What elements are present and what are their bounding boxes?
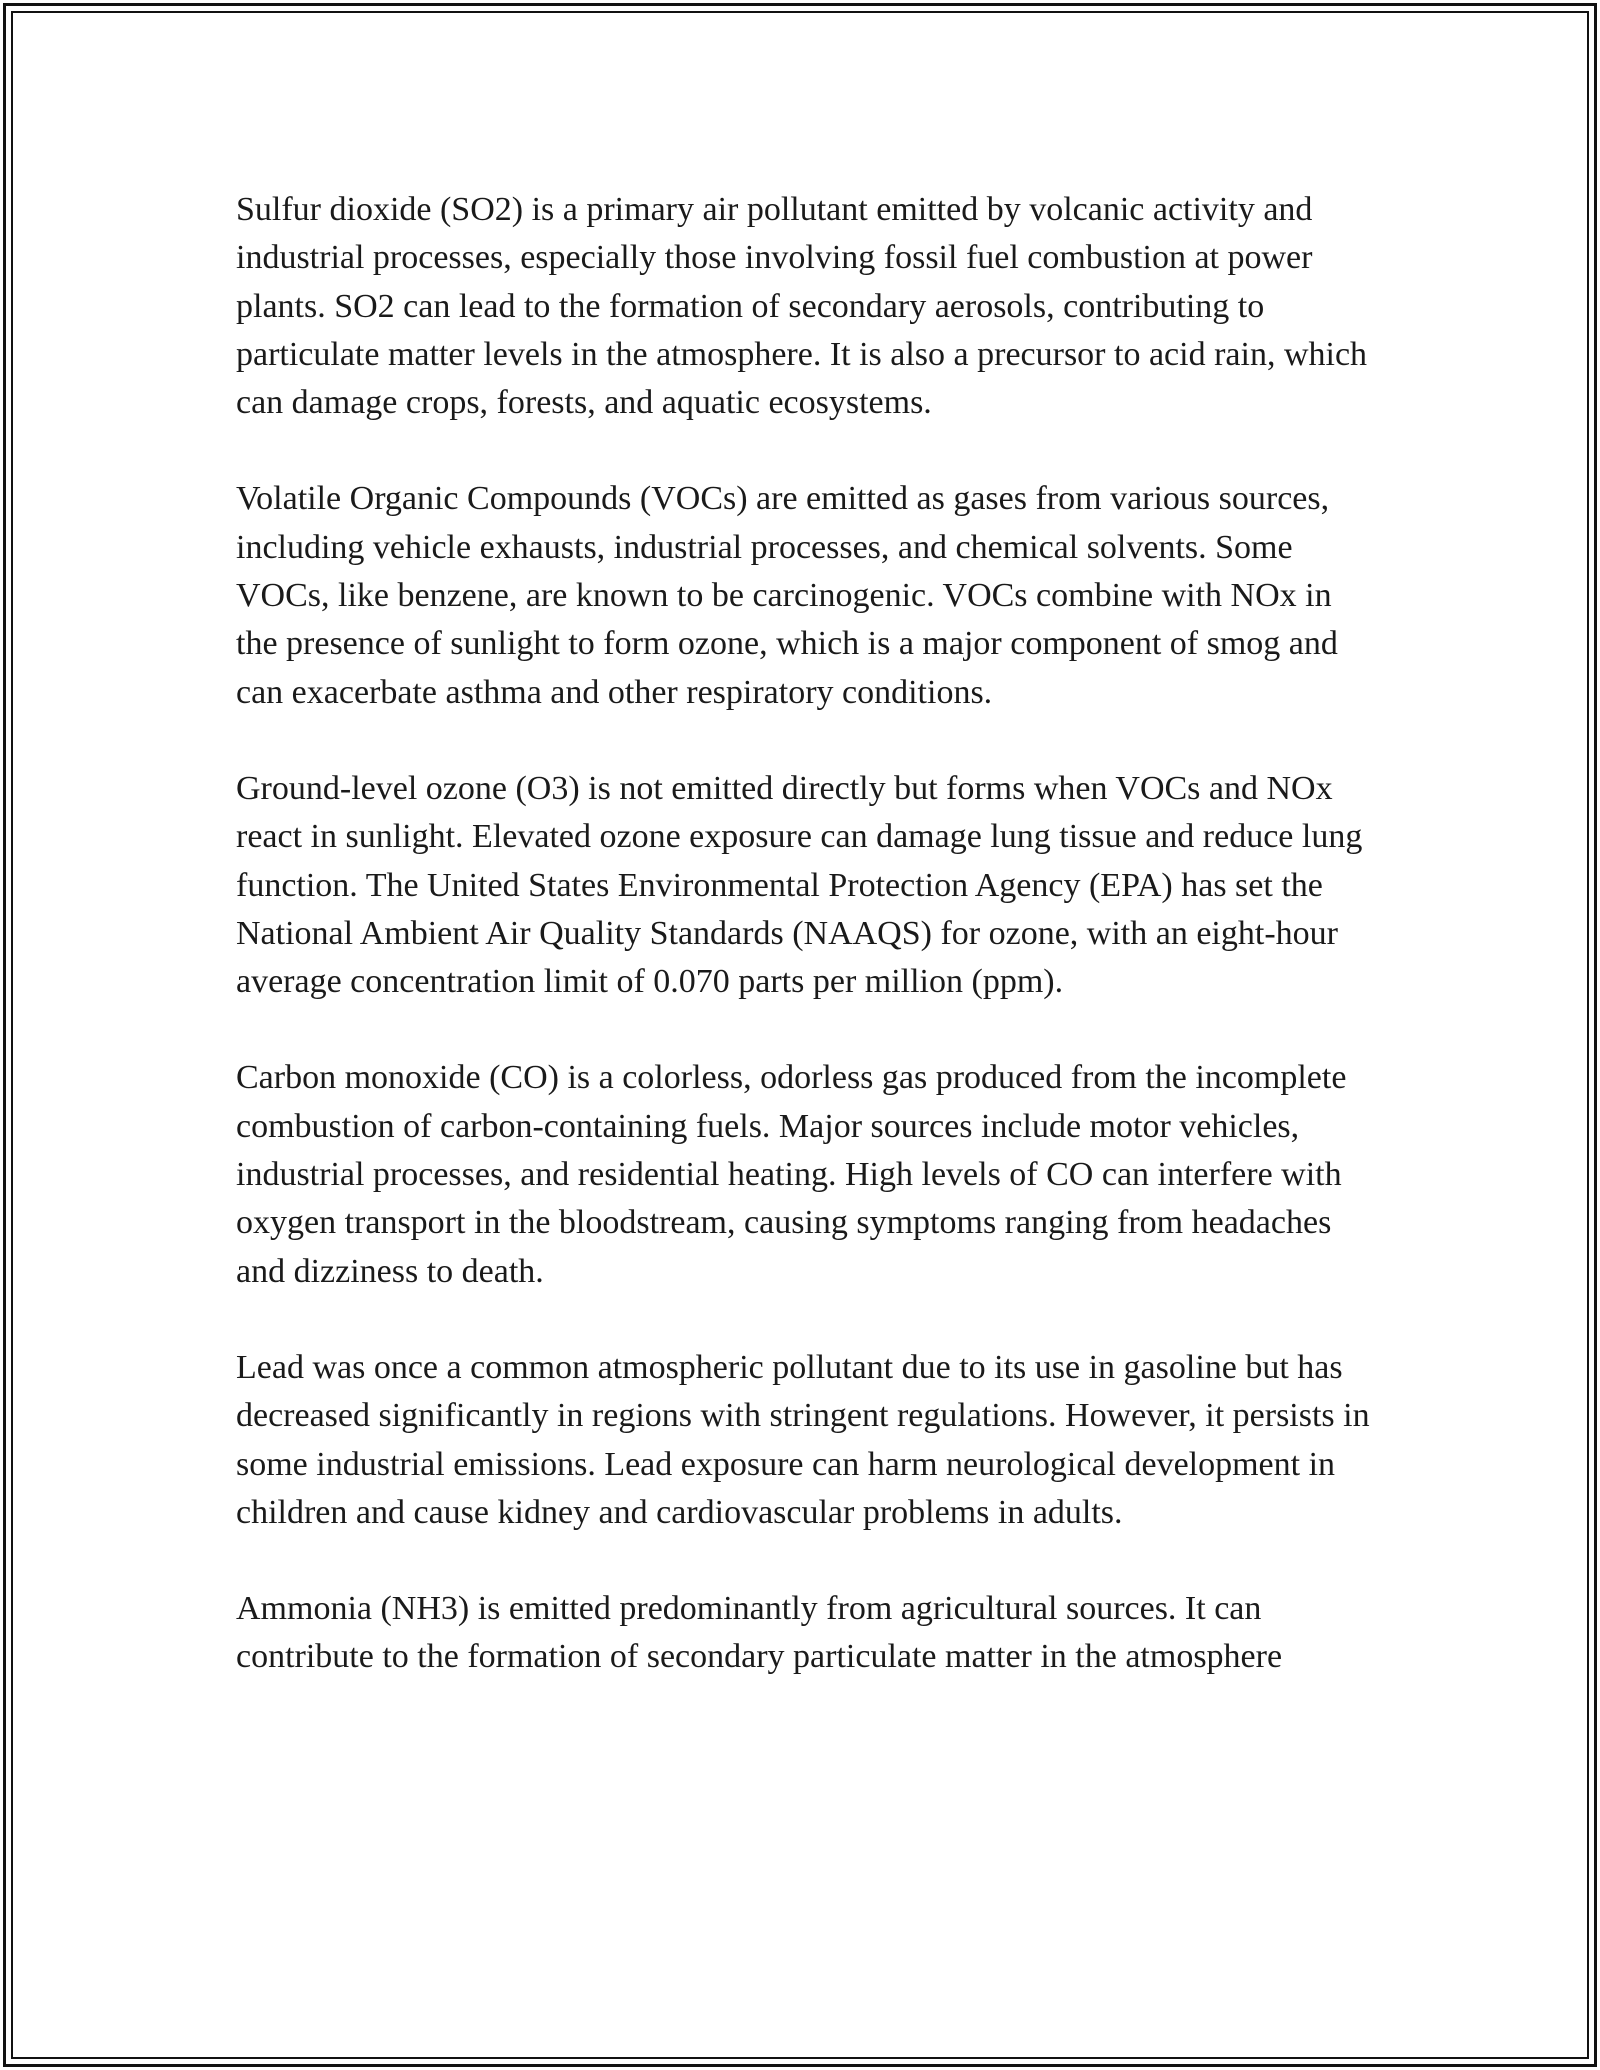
paragraph-ozone: Ground-level ozone (O3) is not emitted directly but forms when VOCs and NOx react in sunlight. Elevated ozone exposure can damage lung tissue and reduce lung function. The United States Environmental Protection Agency (EPA) has set the National Ambient Air Quality Standards (NAAQS) for ozone, with an eight-hour average concentration limit of 0.070 parts per million (ppm).: [236, 769, 1363, 1001]
paragraph-ammonia: Ammonia (NH3) is emitted predominantly from agricultural sources. It can contribute to the formation of secondary particulate matter in the atmosphere: [236, 1590, 1283, 1676]
paragraph-carbon-monoxide: Carbon monoxide (CO) is a colorless, odorless gas produced from the incomplete combustion of carbon-containing fuels. Major sources include motor vehicles, industrial processes, and residential heating. High levels of CO can interfere with oxygen transport in the bloodstream, causing symptoms ranging from headaches and dizziness to death.: [236, 1059, 1347, 1290]
paragraph-sulfur-dioxide: Sulfur dioxide (SO2) is a primary air pollutant emitted by volcanic activity and industrial processes, especially those involving fossil fuel combustion at power plants. SO2 can lead to the formation of secondary aerosols, contributing to particulate matter levels in the atmosphere. It is also a precursor to acid rain, which can damage crops, forests, and aquatic ecosystems.: [236, 191, 1368, 422]
paragraph-vocs: Volatile Organic Compounds (VOCs) are emitted as gases from various sources, including vehicle exhausts, industrial processes, and chemical solvents. Some VOCs, like benzene, are known to be carcinogenic. VOCs combine with NOx in the presence of sunlight to form ozone, which is a major component of smog and can exacerbate asthma and other respiratory conditions.: [236, 480, 1338, 711]
document-body: [236, 186, 1376, 1682]
paragraph-lead: Lead was once a common atmospheric pollutant due to its use in gasoline but has decreased significantly in regions with stringent regulations. However, it persists in some industrial emissions. Lead exposure can harm neurological development in children and cause kidney and cardiovascular problems in adults.: [236, 1348, 1370, 1531]
